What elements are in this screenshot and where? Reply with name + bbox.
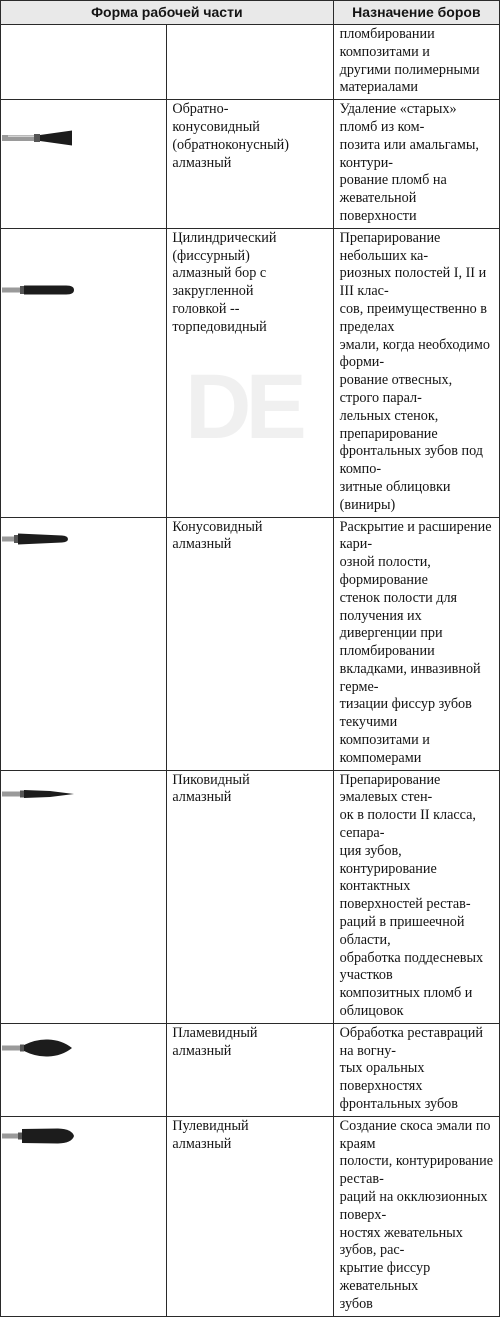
bur-name-cell bbox=[167, 517, 333, 770]
cone-bur-icon bbox=[2, 529, 98, 549]
header-purpose: Назначение боров bbox=[333, 1, 499, 25]
table-row bbox=[1, 770, 500, 1023]
continuation-cell bbox=[333, 25, 499, 100]
bur-purpose: Создание скоса эмали по краям полости, контурирование рестав- раций на окклюзионных поверх- ностях жевательных зубов, рас- крытие фиссур жевательных зубов bbox=[339, 1117, 493, 1312]
table-row bbox=[1, 100, 500, 229]
table-row bbox=[1, 25, 500, 100]
bur-image-cell bbox=[1, 1116, 167, 1316]
bur-name-cell bbox=[167, 228, 333, 517]
table-row bbox=[1, 1023, 500, 1116]
bur-image-cell bbox=[1, 100, 167, 229]
needle-bur-icon bbox=[2, 784, 98, 804]
bur-purpose-cell bbox=[333, 517, 499, 770]
bur-image-cell bbox=[1, 770, 167, 1023]
bur-name-cell bbox=[167, 770, 333, 1023]
bur-name: Цилиндрический (фиссурный) алмазный бор с закругленной головкой -- торпедовидный bbox=[172, 229, 277, 335]
bur-image-cell bbox=[1, 228, 167, 517]
inverted-cone-bur-icon bbox=[2, 126, 98, 150]
bur-name: Пулевидный алмазный bbox=[172, 1117, 249, 1152]
bur-name-cell bbox=[167, 1116, 333, 1316]
table-header-row bbox=[1, 1, 500, 25]
bur-name: Конусовидный алмазный bbox=[172, 518, 263, 553]
bur-purpose-cell bbox=[333, 770, 499, 1023]
table-row bbox=[1, 517, 500, 770]
watermark: DE bbox=[185, 356, 301, 458]
bur-purpose: Обработка реставраций на вогну- тых оральных поверхностях фронтальных зубов bbox=[339, 1024, 483, 1113]
empty-image-cell bbox=[1, 25, 167, 100]
bur-purpose-cell bbox=[333, 228, 499, 517]
bur-purpose: Препарирование небольших ка- риозных полостей I, II и III клас- сов, преимущественно в пределах эмали, когда необходимо форми- рование отвесных, строго парал- лельных стенок, препарирование фронтальных зубов под компо- зитные облицовки (виниры) bbox=[339, 229, 490, 513]
bur-image-cell bbox=[1, 517, 167, 770]
bullet-bur-icon bbox=[2, 1124, 98, 1148]
empty-name-cell bbox=[167, 25, 333, 100]
bur-purpose-cell bbox=[333, 1116, 499, 1316]
bur-purpose: Удаление «старых» пломб из ком- позита или амальгамы, контури- рование пломб на жевательной поверхности bbox=[339, 101, 479, 224]
bur-name: Пиковидный алмазный bbox=[172, 771, 250, 806]
table-row bbox=[1, 228, 500, 517]
bur-purpose-cell bbox=[333, 100, 499, 229]
bur-name-cell bbox=[167, 100, 333, 229]
bur-name: Обратно- конусовидный (обратноконусный) алмазный bbox=[172, 101, 289, 171]
bur-purpose: Препарирование эмалевых стен- ок в полости II класса, сепара- ция зубов, контурирование контактных поверхностей рестав- раций в пришеечной области, обработка поддесневых участков композитных пломб и облицовок bbox=[339, 771, 484, 1020]
bur-name-cell bbox=[167, 1023, 333, 1116]
bur-purpose: Раскрытие и расширение кари- озной полости, формирование стенок полости для получения их дивергенции при пломбировании вкладками, инвазивной герме- тизации фиссур зубов текучими композитами и компомерами bbox=[339, 518, 492, 766]
bur-image-cell bbox=[1, 1023, 167, 1116]
bur-purpose-cell bbox=[333, 1023, 499, 1116]
continuation-text: пломбировании композитами и другими полимерными материалами bbox=[339, 26, 480, 96]
header-shape: Форма рабочей части bbox=[1, 1, 334, 25]
table-row bbox=[1, 1116, 500, 1316]
bur-name: Пламевидный алмазный bbox=[172, 1024, 258, 1059]
torpedo-bur-icon bbox=[2, 280, 98, 300]
flame-bur-icon bbox=[2, 1035, 98, 1061]
